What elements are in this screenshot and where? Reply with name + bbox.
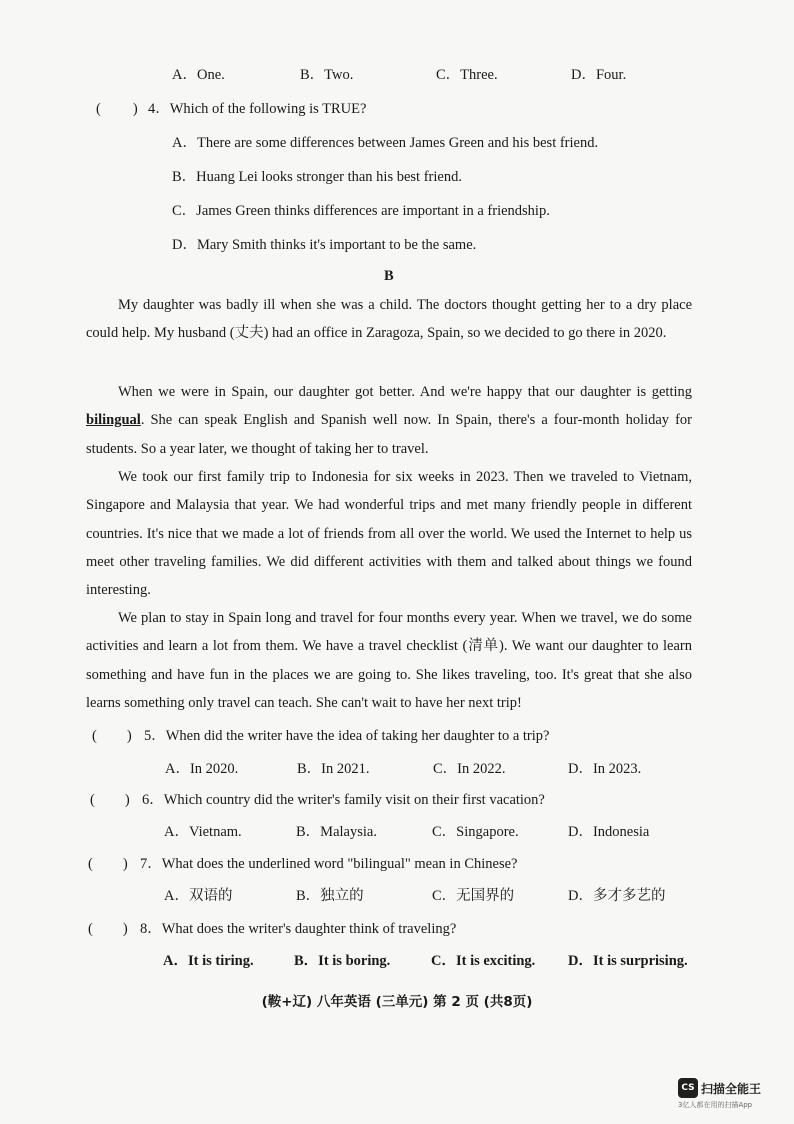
q6-option-d: D．Indonesia xyxy=(568,824,650,840)
underlined-word: bilingual xyxy=(86,412,141,429)
passage-paragraph-4-text: We plan to stay in Spain long and travel for four months every year. When we travel, we do some activities and learn a lot from them. We have a travel checklist (清单). We want our daughter to learn something and have fun in the places we are going to. She likes traveling, too. It's great that she also learns something only travel can teach. She can't wait to have her next trip! xyxy=(86,610,692,711)
q8-option-d: D．It is surprising. xyxy=(568,953,688,969)
q4-option-b: B．Huang Lei looks stronger than his best friend. xyxy=(172,169,462,185)
q7-option-b: B．独立的 xyxy=(296,888,364,904)
q4-option-a: A．There are some differences between James Green and his best friend. xyxy=(172,135,599,151)
q5-option-b: B．In 2021. xyxy=(297,761,370,777)
q4-answer-paren: ( ) xyxy=(96,101,138,117)
q6-stem: 6．Which country did the writer's family visit on their first vacation? xyxy=(142,792,545,808)
passage-paragraph-2-text: When we were in Spain, our daughter got better. And we're happy that our daughter is getting xyxy=(118,384,692,400)
passage-paragraph-3-text: We took our first family trip to Indonesia for six weeks in 2023. Then we traveled to Vietnam, Singapore and Malaysia that year. We had wonderful trips and met many friendly people in different countries. It's nice that we made a lot of friends from all over the world. We used the Internet to help us meet other traveling families. We did different activities with them and talked about things we found interesting. xyxy=(86,469,692,599)
q8-stem: 8．What does the writer's daughter think of traveling? xyxy=(140,921,457,937)
passage-paragraph-3 xyxy=(86,463,692,604)
q5-option-a: A．In 2020. xyxy=(165,761,239,777)
section-b-title: B xyxy=(384,268,394,284)
q8-option-c: C．It is exciting. xyxy=(431,953,536,969)
page-footer: (鞍+辽) 八年英语 (三单元) 第 2 页 (共8页) xyxy=(261,994,533,1010)
q4-option-c: C．James Green thinks differences are important in a friendship. xyxy=(172,203,550,219)
passage-paragraph-1-text: My daughter was badly ill when she was a child. The doctors thought getting her to a dry place could help. My husband (丈夫) had an office in Zaragoza, Spain, so we decided to go there in 2020. xyxy=(86,297,692,342)
q4-stem: 4．Which of the following is TRUE? xyxy=(148,101,367,117)
passage-paragraph-1 xyxy=(86,291,692,348)
camscanner-logo-icon: CS xyxy=(678,1078,698,1098)
prev-option-a: A．One. xyxy=(172,67,225,83)
q4-option-d: D．Mary Smith thinks it's important to be the same. xyxy=(172,237,477,253)
q7-option-c: C．无国界的 xyxy=(432,888,515,904)
prev-option-d: D．Four. xyxy=(571,67,627,83)
q6-option-b: B．Malaysia. xyxy=(296,824,377,840)
q5-option-c: C．In 2022. xyxy=(433,761,506,777)
q6-option-c: C．Singapore. xyxy=(432,824,519,840)
q8-option-b: B．It is boring. xyxy=(294,953,391,969)
q7-option-a: A．双语的 xyxy=(164,888,233,904)
q7-answer-paren: ( ) xyxy=(88,856,128,872)
prev-option-c: C．Three. xyxy=(436,67,498,83)
q6-option-a: A．Vietnam. xyxy=(164,824,242,840)
prev-option-b: B．Two. xyxy=(300,67,354,83)
q5-answer-paren: ( ) xyxy=(92,728,132,744)
q5-option-d: D．In 2023. xyxy=(568,761,642,777)
watermark-app-name: 扫描全能王 xyxy=(701,1081,762,1096)
q7-stem: 7．What does the underlined word "bilingual" mean in Chinese? xyxy=(140,856,518,872)
q6-answer-paren: ( ) xyxy=(90,792,130,808)
passage-paragraph-4 xyxy=(86,604,692,717)
q8-option-a: A．It is tiring. xyxy=(163,953,254,969)
passage-paragraph-2 xyxy=(86,378,692,463)
q5-stem: 5．When did the writer have the idea of taking her daughter to a trip? xyxy=(144,728,550,744)
passage-paragraph-2-rest: . She can speak English and Spanish well now. In Spain, there's a four-month holiday for students. So a year later, we thought of taking her to travel. xyxy=(86,412,692,457)
q8-answer-paren: ( ) xyxy=(88,921,128,937)
q7-option-d: D．多才多艺的 xyxy=(568,888,666,904)
watermark-subtitle: 3亿人都在用的扫描App xyxy=(678,1101,753,1109)
scanner-watermark xyxy=(678,1078,778,1110)
